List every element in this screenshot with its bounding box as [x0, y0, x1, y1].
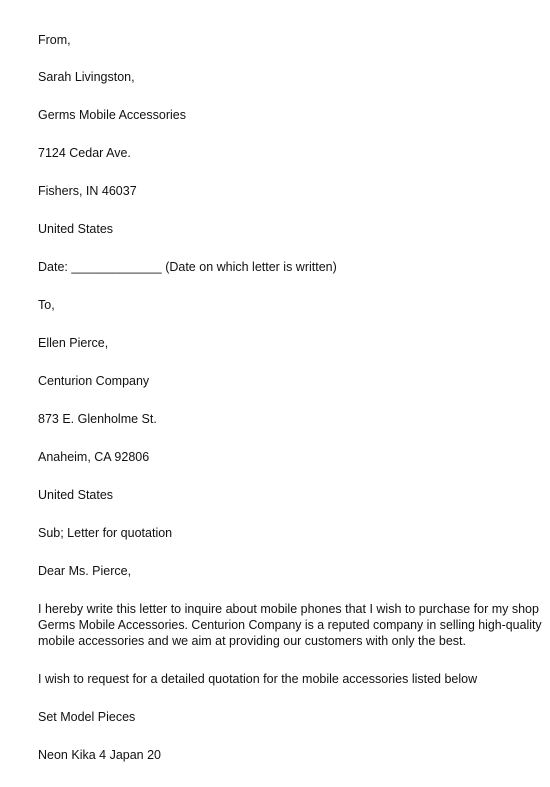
recipient-company: Centurion Company — [38, 374, 150, 388]
table-header: Set Model Pieces — [38, 710, 136, 724]
paragraph-1-line-3: mobile accessories and we aim at providing our customers with only the best. — [38, 634, 466, 648]
sender-name: Sarah Livingston, — [38, 70, 135, 84]
paragraph-1-line-2: Germs Mobile Accessories. Centurion Company is a reputed company in selling high-quality — [38, 618, 542, 632]
subject-line: Sub; Letter for quotation — [38, 526, 173, 540]
sender-street: 7124 Cedar Ave. — [38, 146, 131, 160]
sender-company: Germs Mobile Accessories — [38, 108, 186, 122]
sender-city: Fishers, IN 46037 — [38, 184, 137, 198]
to-label: To, — [38, 298, 55, 312]
from-label: From, — [38, 33, 71, 47]
sender-country: United States — [38, 222, 114, 236]
recipient-city: Anaheim, CA 92806 — [38, 450, 150, 464]
recipient-street: 873 E. Glenholme St. — [38, 412, 157, 426]
table-row: Neon Kika 4 Japan 20 — [38, 748, 162, 762]
salutation: Dear Ms. Pierce, — [38, 564, 132, 578]
paragraph-1-line-1: I hereby write this letter to inquire about mobile phones that I wish to purchase for my shop — [38, 602, 539, 616]
date-line: Date: _____________ (Date on which letter is written) — [38, 260, 337, 274]
recipient-country: United States — [38, 488, 114, 502]
body-paragraph-2: I wish to request for a detailed quotation for the mobile accessories listed below — [38, 672, 478, 686]
recipient-name: Ellen Pierce, — [38, 336, 109, 350]
body-paragraph-1 — [38, 601, 542, 649]
